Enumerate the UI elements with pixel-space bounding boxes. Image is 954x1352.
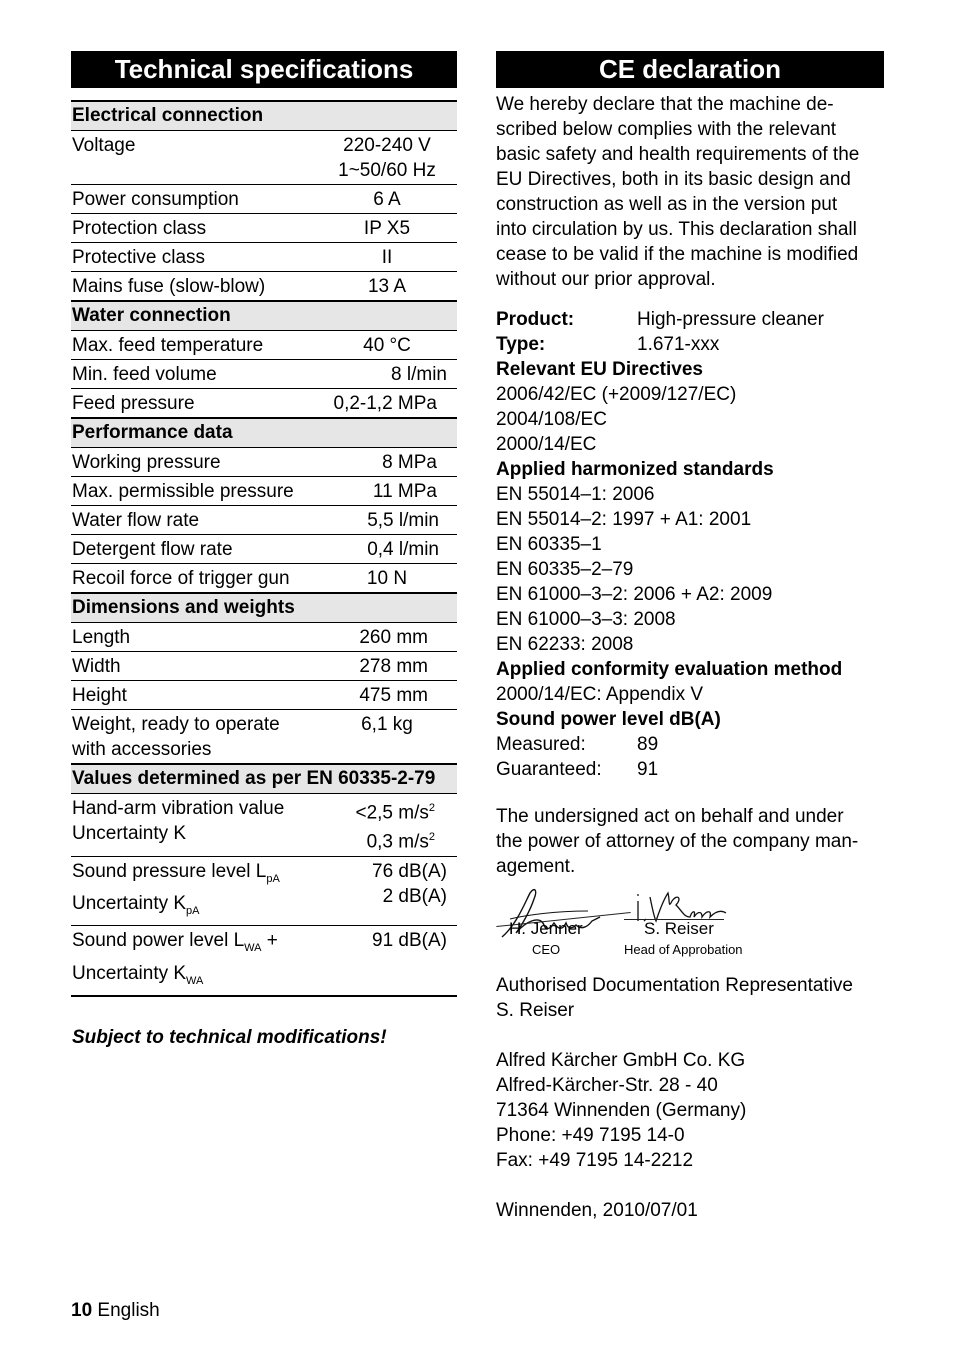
- row-value: 91 dB(A): [372, 930, 447, 952]
- page-language: English: [97, 1300, 160, 1321]
- vibration-value: [305, 796, 435, 825]
- row-label: [72, 928, 317, 994]
- row-value: 13 A: [367, 276, 407, 297]
- auth-line: S. Reiser: [496, 1000, 575, 1021]
- signature-block: [496, 885, 884, 985]
- sound-pressure-uncertainty-value: 2 dB(A): [382, 885, 447, 907]
- row-value: 260 mm: [359, 627, 428, 648]
- page-number: 10: [71, 1300, 93, 1321]
- row-value: 6 A: [373, 189, 401, 210]
- row-label: Detergent flow rate: [72, 539, 233, 560]
- table-row: [71, 331, 457, 360]
- uncertainty-label-text: Uncertainty K: [72, 893, 187, 915]
- intro-line: without our prior approval.: [496, 269, 716, 290]
- unit-exponent: 2: [428, 831, 435, 844]
- table-row: [71, 360, 457, 389]
- type-value: 1.671-xxx: [637, 334, 720, 355]
- row-label: Length: [72, 627, 131, 648]
- intro-line: construction as well as in the version put: [496, 194, 838, 215]
- intro-paragraph: [496, 92, 884, 292]
- table-row: [71, 243, 457, 272]
- row-value: [317, 133, 457, 183]
- row-value: 10 N: [366, 568, 408, 589]
- directive-item: 2006/42/EC (+2009/127/EC): [496, 384, 737, 405]
- standard-item: EN 60335–1: [496, 534, 602, 555]
- vibration-label: Hand-arm vibration value: [72, 798, 285, 819]
- section-heading-values: Values determined as per EN 60335-2-79: [71, 765, 457, 794]
- intro-line: into circulation by us. This declaration shall: [496, 219, 857, 240]
- auth-line: Authorised Documentation Representative: [496, 975, 853, 996]
- row-value: 5,5 l/min: [367, 510, 439, 531]
- intro-line: We hereby declare that the machine de-: [496, 94, 834, 115]
- measured-label: Measured:: [496, 734, 586, 755]
- label-suffix: +: [261, 930, 278, 952]
- table-row: [71, 389, 457, 419]
- signer1-role: CEO: [532, 942, 561, 957]
- row-value: 8 l/min: [391, 364, 447, 385]
- subscript: WA: [186, 974, 204, 987]
- table-row: [71, 131, 457, 185]
- intro-line: cease to be valid if the machine is modified: [496, 244, 859, 265]
- weight-label-2: with accessories: [72, 739, 212, 760]
- row-value: 0,4 l/min: [367, 539, 439, 560]
- table-row: [71, 710, 457, 765]
- method-heading: Applied conformity evaluation method: [496, 659, 843, 680]
- frequency-value: 1~50/60 Hz: [338, 160, 436, 181]
- place-date: Winnenden, 2010/07/01: [496, 1200, 698, 1221]
- subscript: pA: [186, 905, 200, 918]
- row-value: 278 mm: [359, 656, 428, 677]
- unit-exponent: 2: [428, 802, 435, 814]
- table-row: [71, 857, 457, 927]
- table-row: [71, 564, 457, 594]
- sound-pressure-label-text: Sound pressure level L: [72, 860, 267, 882]
- standard-item: EN 60335–2–79: [496, 559, 634, 580]
- page-footer: [71, 1300, 160, 1322]
- row-label: Height: [72, 685, 127, 706]
- sound-pressure-uncertainty-label: [72, 891, 317, 924]
- product-value: High-pressure cleaner: [637, 309, 824, 330]
- subscript: pA: [266, 872, 280, 885]
- row-label: Min. feed volume: [72, 364, 217, 385]
- measured-value: 89: [637, 734, 659, 755]
- table-row: [71, 185, 457, 214]
- signer2-role: Head of Approbation: [624, 942, 743, 957]
- row-value: II: [381, 247, 393, 268]
- ce-declaration-title: CE declaration: [496, 51, 884, 88]
- row-label: Recoil force of trigger gun: [72, 568, 290, 589]
- row-value: [305, 796, 457, 855]
- guaranteed-row: [496, 757, 884, 782]
- sound-power-label: [72, 928, 317, 961]
- row-value: 6,1 kg: [361, 714, 413, 735]
- sound-pressure-label: [72, 859, 317, 892]
- spec-table: [71, 100, 457, 997]
- standard-item: EN 62233: 2008: [496, 634, 634, 655]
- row-value: 0,2-1,2 MPa: [333, 393, 437, 414]
- standard-item: EN 61000–3–2: 2006 + A2: 2009: [496, 584, 773, 605]
- intro-line: scribed below complies with the relevant: [496, 119, 837, 140]
- weight-label: Weight, ready to operate: [72, 714, 280, 735]
- sound-power-label-text: Sound power level L: [72, 930, 245, 952]
- address-line: 71364 Winnenden (Germany): [496, 1100, 747, 1121]
- row-label: Max. permissible pressure: [72, 481, 294, 502]
- row-label: Water flow rate: [72, 510, 200, 531]
- voltage-value: 220-240 V: [343, 135, 431, 156]
- table-row: [71, 535, 457, 564]
- row-value: [317, 859, 457, 925]
- product-label: Product:: [496, 309, 575, 330]
- subject-to-modifications-note: Subject to technical modifications!: [72, 1026, 387, 1048]
- address-line: Phone: +49 7195 14-0: [496, 1125, 685, 1146]
- intro-line: basic safety and health requirements of the: [496, 144, 860, 165]
- type-label: Type:: [496, 334, 546, 355]
- table-row: [71, 272, 457, 302]
- directives-heading: Relevant EU Directives: [496, 359, 703, 380]
- signer1-name: H. Jenner: [509, 919, 583, 938]
- row-value: IP X5: [363, 218, 411, 239]
- method-value: 2000/14/EC: Appendix V: [496, 684, 704, 705]
- intro-line: EU Directives, both in its basic design and: [496, 169, 851, 190]
- section-heading-dimensions: Dimensions and weights: [71, 594, 457, 623]
- row-label: Feed pressure: [72, 393, 195, 414]
- standards-heading: Applied harmonized standards: [496, 459, 774, 480]
- row-label: Max. feed temperature: [72, 335, 264, 356]
- undersigned-line: The undersigned act on behalf and under: [496, 806, 844, 827]
- signer2-name: S. Reiser: [644, 919, 714, 938]
- row-label: Working pressure: [72, 452, 221, 473]
- address-line: Alfred Kärcher GmbH Co. KG: [496, 1050, 746, 1071]
- row-value: 8 MPa: [382, 452, 437, 473]
- uncertainty-label-text: Uncertainty K: [72, 963, 187, 985]
- technical-specifications-column: [71, 51, 457, 1049]
- row-label: Protection class: [72, 218, 207, 239]
- table-row: [71, 477, 457, 506]
- row-label: Width: [72, 656, 121, 677]
- type-row: [496, 332, 884, 357]
- declaration-details: [496, 307, 884, 782]
- measured-row: [496, 732, 884, 757]
- table-row: [71, 214, 457, 243]
- address-line: Alfred-Kärcher-Str. 28 - 40: [496, 1075, 718, 1096]
- vibration-value-text: <2,5 m/s: [355, 802, 429, 824]
- sound-heading: Sound power level dB(A): [496, 709, 721, 730]
- directive-item: 2000/14/EC: [496, 434, 597, 455]
- table-row: [71, 506, 457, 535]
- row-label: [72, 712, 317, 762]
- guaranteed-value: 91: [637, 759, 659, 780]
- standard-item: EN 55014–2: 1997 + A1: 2001: [496, 509, 752, 530]
- standard-item: EN 55014–1: 2006: [496, 484, 655, 505]
- row-label: [72, 859, 317, 925]
- section-heading-electrical: Electrical connection: [71, 102, 457, 131]
- table-row: [71, 652, 457, 681]
- standard-item: EN 61000–3–3: 2008: [496, 609, 676, 630]
- ce-declaration-column: [496, 51, 884, 1223]
- subscript: WA: [244, 942, 262, 955]
- uncertainty-value: [305, 825, 435, 854]
- sound-power-uncertainty-label: [72, 961, 317, 994]
- uncertainty-label: Uncertainty K: [72, 823, 187, 844]
- row-label: Protective class: [72, 247, 206, 268]
- row-value: 475 mm: [359, 685, 428, 706]
- row-label: [72, 796, 305, 855]
- table-row: [71, 681, 457, 710]
- row-label: Mains fuse (slow-blow): [72, 276, 266, 297]
- address-line: Fax: +49 7195 14-2212: [496, 1150, 694, 1171]
- undersigned-paragraph: [496, 804, 884, 879]
- undersigned-line: the power of attorney of the company man-: [496, 831, 859, 852]
- row-value: 40 °C: [363, 335, 411, 356]
- row-value: 11 MPa: [372, 481, 437, 502]
- table-row: [71, 926, 457, 997]
- section-heading-water: Water connection: [71, 302, 457, 331]
- company-address: [496, 1048, 884, 1173]
- table-row: [71, 623, 457, 652]
- row-label: Voltage: [72, 135, 136, 156]
- product-row: [496, 307, 884, 332]
- uncertainty-value-text: 0,3 m/s: [366, 831, 429, 853]
- directive-item: 2004/108/EC: [496, 409, 607, 430]
- undersigned-line: agement.: [496, 856, 576, 877]
- table-row: [71, 448, 457, 477]
- sound-pressure-value: 76 dB(A): [372, 860, 447, 882]
- tech-spec-title: Technical specifications: [71, 51, 457, 88]
- table-row: [71, 794, 457, 857]
- row-label: Power consumption: [72, 189, 239, 210]
- section-heading-performance: Performance data: [71, 419, 457, 448]
- guaranteed-label: Guaranteed:: [496, 759, 602, 780]
